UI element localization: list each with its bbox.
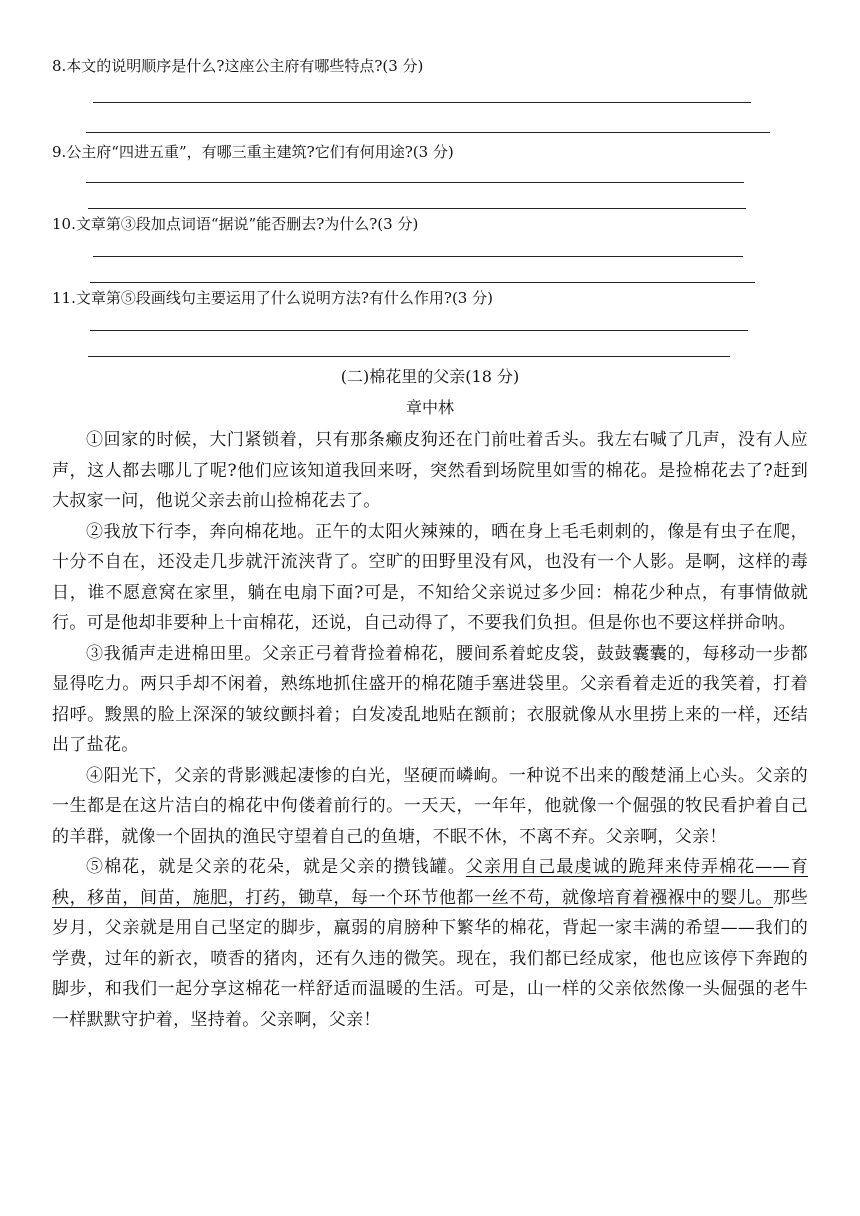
paragraph-1: ①回家的时候，大门紧锁着，只有那条癞皮狗还在门前吐着舌头。我左右喊了几声，没有人应声，这人都去哪儿了呢?他们应该知道我回来呀，突然看到场院里如雪的棉花。是捡棉花去了?赶到大叔家一问，他说父亲去前山捡棉花去了。: [52, 430, 808, 511]
paragraph-5-end: 那些岁月，父亲就是用自己坚定的脚步，羸弱的肩膀种下繁华的棉花，背起一家丰满的希望——我们的学费，过年的新衣，喷香的猪肉，还有久违的微笑。现在，我们都已经成家，他也应该停下奔跑的脚步，和我们一起分享这棉花一样舒适而温暖的生活。可是，山一样的父亲依然像一头倔强的老牛一样默默守护着，坚持着。父亲啊，父亲！: [52, 887, 808, 1030]
underlined-sentence: 父亲用自己最虔诚的跪拜来侍弄棉花——育秧，移苗，间苗，施肥，打药，锄草，每一个环节他都一丝不苟，就像培育着襁褓中的婴儿。: [52, 857, 808, 908]
paragraph-4: ④阳光下，父亲的背影溅起凄惨的白光，坚硬而嶙峋。一种说不出来的酸楚涌上心头。父亲的一生都是在这片洁白的棉花中佝偻着前行的。一天天，一年年，他就像一个倔强的牧民看护着自己的羊群，就像一个固执的渔民守望着自己的鱼塘，不眠不休，不离不弃。父亲啊，父亲！: [52, 765, 808, 847]
passage: [52, 425, 808, 1035]
paragraph-5: [52, 852, 808, 1035]
paragraph-5-start: ⑤棉花，就是父亲的花朵，就是父亲的攒钱罐。: [86, 857, 466, 877]
section-title: (二)棉花里的父亲(18 分): [340, 367, 520, 386]
answer-line[interactable]: [93, 256, 743, 257]
author-name: 章中林: [405, 398, 454, 417]
question-10: 10.文章第③段加点词语“据说”能否删去?为什么?(3 分): [52, 215, 419, 233]
answer-line[interactable]: [88, 356, 730, 357]
answer-line[interactable]: [93, 102, 751, 103]
answer-line[interactable]: [90, 282, 755, 283]
paragraph-3: ③我循声走进棉田里。父亲正弓着背捡着棉花，腰间系着蛇皮袋，鼓鼓囊囊的，每移动一步都显得吃力。两只手却不闲着，熟练地抓住盛开的棉花随手塞进袋里。父亲看着走近的我笑着，打着招呼。黢黑的脸上深深的皱纹颤抖着；白发凌乱地贴在额前；衣服就像从水里捞上来的一样，还结出了盐花。: [52, 643, 808, 755]
answer-line[interactable]: [86, 132, 770, 133]
question-8: 8.本文的说明顺序是什么?这座公主府有哪些特点?(3 分): [52, 57, 424, 75]
answer-line[interactable]: [86, 182, 744, 183]
question-11: 11.文章第⑤段画线句主要运用了什么说明方法?有什么作用?(3 分): [52, 289, 493, 307]
answer-line[interactable]: [90, 330, 748, 331]
answer-line[interactable]: [88, 208, 746, 209]
paragraph-2: ②我放下行李，奔向棉花地。正午的太阳火辣辣的，晒在身上毛毛刺刺的，像是有虫子在爬，十分不自在，还没走几步就汗流浃背了。空旷的田野里没有风，也没有一个人影。是啊，这样的毒日，谁不愿意窝在家里，躺在电扇下面?可是，不知给父亲说过多少回：棉花少种点，有事情做就行。可是他却非要种上十亩棉花，还说，自己动得了，不要我们负担。但是你也不要这样拼命呐。: [52, 521, 808, 633]
question-9: 9.公主府“四进五重”，有哪三重主建筑?它们有何用途?(3 分): [52, 143, 454, 161]
